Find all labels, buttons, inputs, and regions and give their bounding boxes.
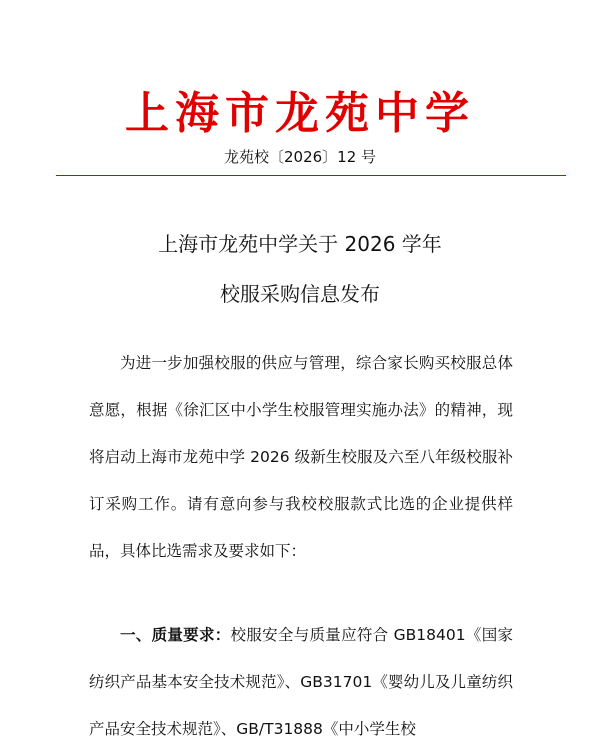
document-title-line-1: 上海市龙苑中学关于 2026 学年	[158, 232, 442, 256]
red-divider	[56, 175, 566, 176]
issuing-organization: 上海市龙苑中学	[125, 88, 475, 139]
section-1-text: 校服安全与质量应符合 GB18401《国家纺织产品基本安全技术规范》、GB31701《婴幼儿及儿童纺织产品安全技术规范》、GB/T31888《中小学生校	[89, 626, 513, 738]
document-title-line-2: 校服采购信息发布	[220, 282, 380, 306]
section-1-paragraph	[89, 612, 513, 753]
intro-paragraph: 为进一步加强校服的供应与管理，综合家长购买校服总体意愿，根据《徐汇区中小学生校服管理实施办法》的精神，现将启动上海市龙苑中学 2026 级新生校服及六至八年级校服补订采购工作。请有意向参与我校校服款式比选的企业提供样品，具体比选需求及要求如下：	[89, 354, 513, 560]
section-1-heading: 一、质量要求：	[120, 626, 231, 644]
document-number: 龙苑校〔2026〕12 号	[223, 148, 377, 166]
